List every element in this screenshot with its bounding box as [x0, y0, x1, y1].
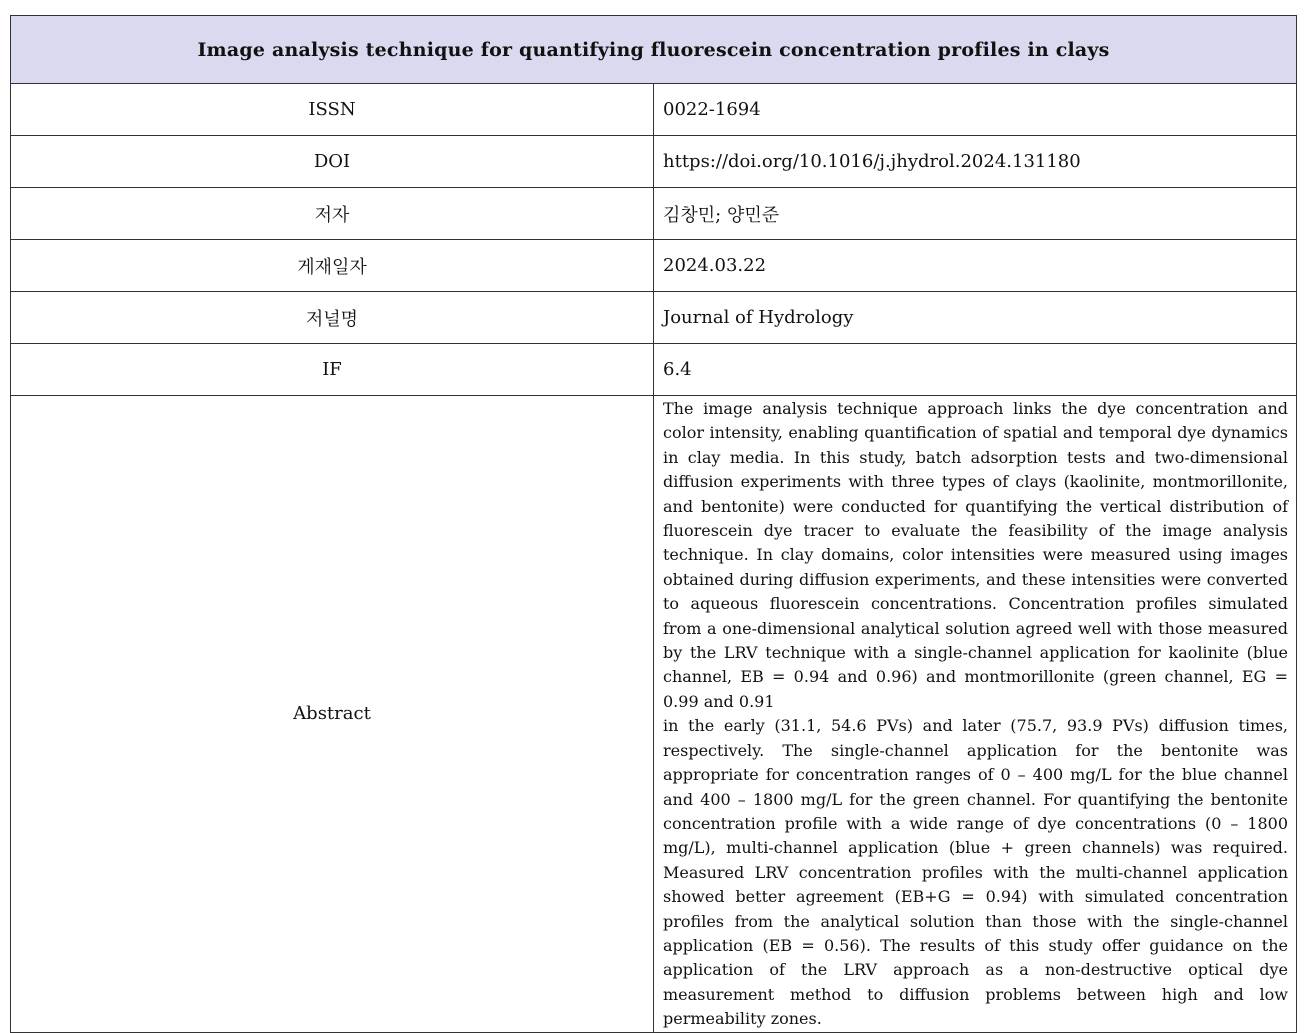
journal-row: [11, 292, 1297, 344]
journal-value: Journal of Hydrology: [654, 292, 1297, 344]
author-label: 저자: [11, 188, 654, 240]
publish-date-value: 2024.03.22: [654, 240, 1297, 292]
abstract-paragraph-1: The image analysis technique approach links the dye concentration and color intensity, enabling quantification of spatial and temporal dye dynamics in clay media. In this study, batch adsorption tests and two-dimensional diffusion experiments with three types of clays (kaolinite, montmorillonite, and bentonite) were conducted for quantifying the vertical distribution of fluorescein dye tracer to evaluate the feasibility of the image analysis technique. In clay domains, color intensities were measured using images obtained during diffusion experiments, and these intensities were converted to aqueous fluorescein concentrations. Concentration profiles simulated from a one-dimensional analytical solution agreed well with those measured by the LRV technique with a single-channel application for kaolinite (blue channel, EB = 0.94 and 0.96) and montmorillonite (green channel, EG = 0.99 and 0.91: [663, 399, 1288, 711]
abstract-row: [11, 396, 1297, 1033]
author-row: [11, 188, 1297, 240]
paper-title: Image analysis technique for quantifying fluorescein concentration profiles in clays: [11, 16, 1297, 84]
abstract-text: [654, 396, 1297, 1033]
abstract-paragraph-2: in the early (31.1, 54.6 PVs) and later (75.7, 93.9 PVs) diffusion times, respectively. The single-channel application for the bentonite was appropriate for concentration ranges of 0 – 400 mg/L for the blue channel and 400 – 1800 mg/L for the green channel. For quantifying the bentonite concentration profile with a wide range of dye concentrations (0 – 1800 mg/L), multi-channel application (blue + green channels) was required. Measured LRV concentration profiles with the multi-channel application showed better agreement (EB+G = 0.94) with simulated concentration profiles from the analytical solution than those with the single-channel application (EB = 0.56). The results of this study offer guidance on the application of the LRV approach as a non-destructive optical dye measurement method to diffusion problems between high and low permeability zones.: [663, 716, 1288, 1029]
publish-date-label: 게재일자: [11, 240, 654, 292]
paper-info-table: [10, 15, 1297, 1033]
journal-label: 저널명: [11, 292, 654, 344]
issn-label: ISSN: [11, 84, 654, 136]
impact-factor-value: 6.4: [654, 344, 1297, 396]
publish-date-row: [11, 240, 1297, 292]
issn-value: 0022-1694: [654, 84, 1297, 136]
issn-row: [11, 84, 1297, 136]
doi-row: [11, 136, 1297, 188]
abstract-label: Abstract: [11, 396, 654, 1033]
doi-label: DOI: [11, 136, 654, 188]
author-value: 김창민; 양민준: [654, 188, 1297, 240]
impact-factor-row: [11, 344, 1297, 396]
doi-value: https://doi.org/10.1016/j.jhydrol.2024.131180: [654, 136, 1297, 188]
impact-factor-label: IF: [11, 344, 654, 396]
title-row: [11, 16, 1297, 84]
